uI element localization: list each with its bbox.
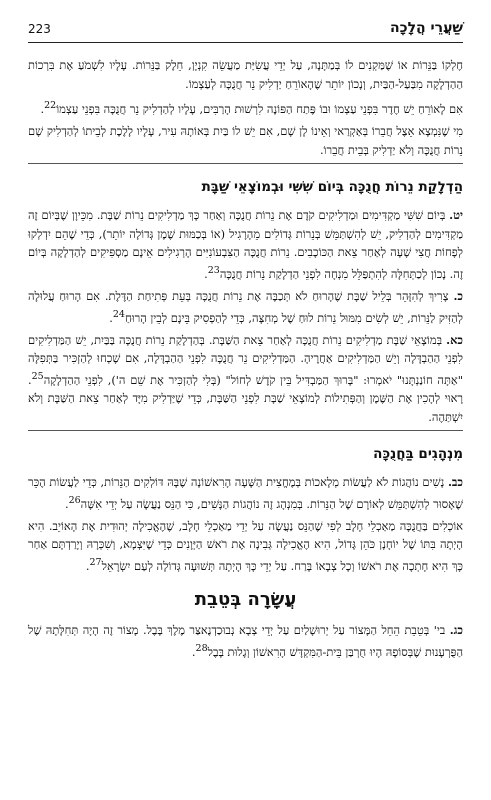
- paragraph: כא. בְּמוֹצָאֵי שַׁבָּת מַדְלִיקִים נֵרוֹת חֲנֻכָּה לְאַחַר צֵאת הַשַּׁבָּת. בְּהַדְלָקַת נֵרוֹת חֲנֻכָּה בַּבַּיִת, יֵשׁ הַמַּדְלִיקִים לִפְנֵי הַהַבְדָּלָה וְיֵשׁ הַמַּדְלִיקִים אַחֲרֶיהָ. הַמַּדְלִיקִים נֵר חֲנֻכָּה לִפְנֵי הַהַבְדָּלָה, אִם שָׁכְחוּ לְהַזְכִּיר בַּתְּפִלָּה "אַתָּה חוֹנַנְתָּנוּ" יֹאמְרוּ: "בָּרוּךְ הַמַּבְדִּיל בֵּין קֹדֶשׁ לְחוֹל" (בְּלִי לְהַזְכִּיר אֶת שֵׁם ה'), לִפְנֵי הַהַדְלָקָה$^{25}$. רָאוּי לְהָכִין אֶת הַשֶּׁמֶן וְהַפְּתִילוֹת לְמוֹצָאֵי שַׁבָּת לִפְנֵי הַשַּׁבָּת, כְּדֵי שֶׁיַּדְלִיק מִיָּד לְאַחַר צֵאת הַשַּׁבָּת וְלֹא יִשְׁתַּהֶה.: [28, 332, 463, 424]
- paragraph: חֶלְקוֹ בַּנֵּרוֹת אוֹ שֶׁמַּקְנִים לוֹ בְּמַתָּנָה, עַל יְדֵי עֲשִׂיַּת מַעֲשֵׂה קִנְיָן, חֵלֶק בַּנֵּרוֹת. עָלָיו לִשְׁמֹעַ אֶת בִּרְכוֹת הַהַדְלָקָה מִבַּעַל-הַבַּיִת, וְנָכוֹן יוֹתֵר שֶׁהָאוֹרֵחַ יַדְלִיק נֵר חֲנֻכָּה לְעַצְמוֹ.: [28, 58, 463, 91]
- halacha-number: כא.: [446, 332, 463, 347]
- footnote-marker: 23: [207, 264, 220, 276]
- halacha-number: כ.: [453, 289, 463, 304]
- page-header: [28, 20, 463, 43]
- footnote-marker: 28: [195, 642, 208, 654]
- paragraph: כג. בי' בְּטֵבֵת הֵחֵל הַמָּצוֹר עַל יְרוּשָׁלַיִם עַל יְדֵי צְבָא נְבוּכַדְנֶאצַּר מֶלֶךְ בָּבֶל. מָצוֹר זֶה הָיָה תְּחִלָּתָהּ שֶׁל הַפֻּרְעָנוּת שֶׁבְּסוֹפָהּ הָיוּ חֻרְבַּן בֵּית-הַמִּקְדָּשׁ הָרִאשׁוֹן וְגָלוּת בָּבֶל$^{28}$.: [28, 623, 463, 659]
- page-body: [28, 56, 463, 665]
- section-divider: [28, 163, 463, 164]
- paragraph: כ. צָרִיךְ לְהִזָּהֵר בְּלֵיל שַׁבָּת שֶׁהָרוּחַ לֹא תְּכַבֶּה אֶת נֵרוֹת חֲנֻכָּה בְּעֵת פְּתִיחַת הַדֶּלֶת. אִם הָרוּחַ עֲלוּלָה לְהַזִּיק לַנֵּרוֹת, יֵשׁ לְשִׂים מִמּוּל נֵרוֹת לוּחַ שֶׁל מְחִצָּה, כְּדֵי לְהַפְסִיק בֵּינָם לְבֵין הָרוּחַ$^{24}$.: [28, 289, 463, 325]
- page-number: 223: [28, 22, 51, 36]
- halacha-number: כג.: [449, 623, 463, 638]
- paragraph: אִם לָאוֹרֵחַ יֵשׁ חֶדֶר בִּפְנֵי עַצְמוֹ וּבוֹ פֶּתַח הַפּוֹנֶה לִרְשׁוּת הָרַבִּים, עָלָיו לְהַדְלִיק נֵר חֲנֻכָּה בִּפְנֵי עַצְמוֹ$^{22}$.: [40, 100, 463, 116]
- footnote-marker: 27: [89, 556, 102, 568]
- footnote-marker: 24: [112, 308, 125, 320]
- paragraph: כב. נָשִׁים נוֹהֲגוֹת לֹא לַעֲשׂוֹת מְלָאכוֹת בְּמֶחֱצִית הַשָּׁעָה הָרִאשׁוֹנָה שֶׁבָּהּ דּוֹלְקִים הַנֵּרוֹת, כְּדֵי לַעֲשׂוֹת הֶכֵּר שֶׁאָסוּר לְהִשְׁתַּמֵּשׁ לְאוֹרָם שֶׁל הַנֵּרוֹת. בְּמִנְהָג זֶה נוֹהֲגוֹת הַנָּשִׁים, כִּי הַנֵּס נַעֲשָׂה עַל יְדֵי אִשָּׁה$^{26}$.: [28, 475, 463, 511]
- footnote-marker: 26: [68, 494, 81, 506]
- section-heading: הַדְלָקַת נֵרוֹת חֲנֻכָּה בְּיוֹם שִׁשִּׁי וּבְמוֹצָאֵי שַׁבָּת: [201, 179, 463, 196]
- section-heading: מִנְהָגִים בַּחֲנֻכָּה: [373, 446, 463, 463]
- section-heading-large: עֲשָׂרָה בְּטֵבֵת: [194, 589, 297, 611]
- paragraph: מִי שֶׁנִּמְצָא אֵצֶל חֲבֵרוֹ בְּאַקְרַאי וְאֵינוֹ לָן שָׁם, אִם יֵשׁ לוֹ בַּיִת בְּאוֹתָהּ עִיר, עָלָיו לָלֶכֶת לְבֵיתוֹ לְהַדְלִיק שָׁם נֵרוֹת חֲנֻכָּה וְלֹא יַדְלִיק בְּבֵית חֲבֵרוֹ.: [28, 124, 463, 157]
- paragraph: יט. בְּיוֹם שִׁשִּׁי מַקְדִּימִים וּמַדְלִיקִים קֹדֶם אֶת נֵרוֹת חֲנֻכָּה וְאַחַר כָּךְ מַדְלִיקִים נֵרוֹת שַׁבָּת. מִכֵּיוָן שֶׁבְּיוֹם זֶה מַקְדִּימִים לְהַדְלִיק, יֵשׁ לְהִשְׁתַּמֵּשׁ בְּנֵרוֹת גְּדוֹלִים מֵהָרָגִיל (אוֹ בְּכַמּוּת שֶׁמֶן גְּדוֹלָה יוֹתֵר), כְּדֵי שֶׁהֵם יִדְלְקוּ לְפָחוֹת חֲצִי שָׁעָה לְאַחַר צֵאת הַכּוֹכָבִים. נֵרוֹת חֲנֻכָּה הַצִּבְעוֹנִיִּים הָרְגִילִים אֵינָם מַסְפִּיקִים לְהַדְלָקָה בְּיוֹם זֶה. נָכוֹן לְכַתְּחִלָּה לְהִתְפַּלֵּל מִנְחָה לִפְנֵי הַדְלָקַת נֵרוֹת חֲנֻכָּה$^{23}$.: [28, 208, 464, 281]
- halacha-number: יט.: [449, 208, 464, 223]
- halacha-number: כב.: [447, 475, 463, 490]
- footnote-marker: 25: [31, 370, 44, 382]
- section-divider: [28, 430, 463, 431]
- paragraph: אוֹכְלִים בַּחֲנֻכָּה מַאַכְלֵי חָלָב לְפִי שֶׁהַנֵּס נַעֲשָׂה עַל יְדֵי מַאַכְלֵי חָלָב, שֶׁהֶאֱכִילָה יְהוּדִית אֶת הָאוֹיֵב. הִיא הָיְתָה בִּתּוֹ שֶׁל יוֹחָנָן כֹּהֵן גָּדוֹל, הִיא הֶאֱכִילָה גְּבִינָה אֶת רֹאשׁ הַיְּוָנִים כְּדֵי שֶׁיִּצְמָא, וְשִׁכְּרָהּ וְיָרַדְתָּם אַחַר כָּךְ הִיא חָתְכָה אֶת רֹאשׁוֹ וְכָל צְבָאוֹ בָּרַח. עַל יְדֵי כָּךְ הָיְתָה תְּשׁוּעָה גְּדוֹלָה לְעַם יִשְׂרָאֵל$^{27}$.: [28, 518, 463, 573]
- running-title: שַׁעֲרֵי הֲלָכָה: [390, 20, 463, 36]
- footnote-marker: 22: [44, 100, 57, 111]
